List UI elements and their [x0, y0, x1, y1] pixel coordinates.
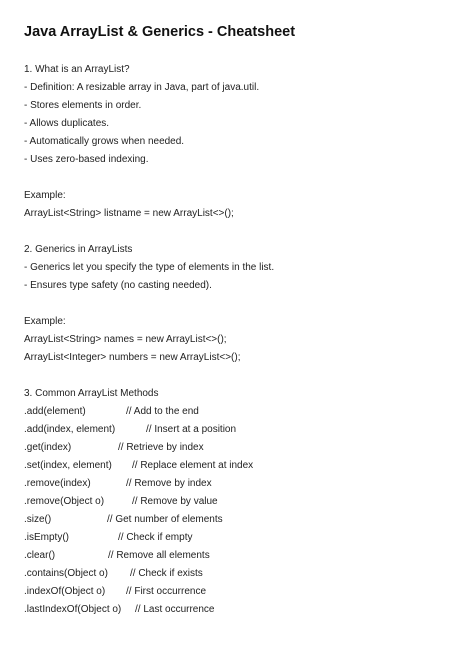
method-name: .get(index) [24, 442, 72, 453]
bullet-grows: - Automatically grows when needed. [24, 136, 185, 147]
method-name: .set(index, element) [24, 460, 112, 471]
method-comment: // Insert at a position [146, 424, 237, 435]
method-comment: // Last occurrence [135, 604, 215, 615]
method-name: .size() [24, 514, 52, 525]
method-name: .lastIndexOf(Object o) [24, 604, 122, 615]
method-name: .add(element) [24, 406, 86, 417]
method-name: .isEmpty() [24, 532, 69, 543]
method-comment: // Retrieve by index [118, 442, 204, 453]
section-heading-arraylist: 1. What is an ArrayList? [24, 64, 130, 75]
method-comment: // Remove by value [132, 496, 218, 507]
example-code-integer: ArrayList<Integer> numbers = new ArrayList<>(); [24, 352, 241, 363]
method-comment: // First occurrence [126, 586, 207, 597]
bullet-generics-type: - Generics let you specify the type of elements in the list. [24, 262, 275, 273]
page-title: Java ArrayList & Generics - Cheatsheet [24, 24, 296, 40]
method-name: .remove(Object o) [24, 496, 105, 507]
example-code-string: ArrayList<String> names = new ArrayList<>(); [24, 334, 227, 345]
section-heading-methods: 3. Common ArrayList Methods [24, 388, 159, 399]
method-name: .add(index, element) [24, 424, 116, 435]
method-comment: // Get number of elements [107, 514, 223, 525]
bullet-type-safety: - Ensures type safety (no casting needed). [24, 280, 212, 291]
method-comment: // Add to the end [126, 406, 199, 417]
method-name: .clear() [24, 550, 56, 561]
example-label: Example: [24, 316, 66, 327]
method-comment: // Replace element at index [132, 460, 254, 471]
bullet-indexing: - Uses zero-based indexing. [24, 154, 149, 165]
method-name: .contains(Object o) [24, 568, 108, 579]
bullet-order: - Stores elements in order. [24, 100, 142, 111]
method-name: .remove(index) [24, 478, 91, 489]
example-code: ArrayList<String> listname = new ArrayList<>(); [24, 208, 234, 219]
bullet-definition: - Definition: A resizable array in Java, part of java.util. [24, 82, 260, 93]
method-comment: // Check if exists [130, 568, 203, 579]
example-label: Example: [24, 190, 66, 201]
bullet-duplicates: - Allows duplicates. [24, 118, 110, 129]
method-comment: // Remove all elements [108, 550, 210, 561]
method-comment: // Check if empty [118, 532, 193, 543]
section-heading-generics: 2. Generics in ArrayLists [24, 244, 133, 255]
method-comment: // Remove by index [126, 478, 212, 489]
method-name: .indexOf(Object o) [24, 586, 106, 597]
